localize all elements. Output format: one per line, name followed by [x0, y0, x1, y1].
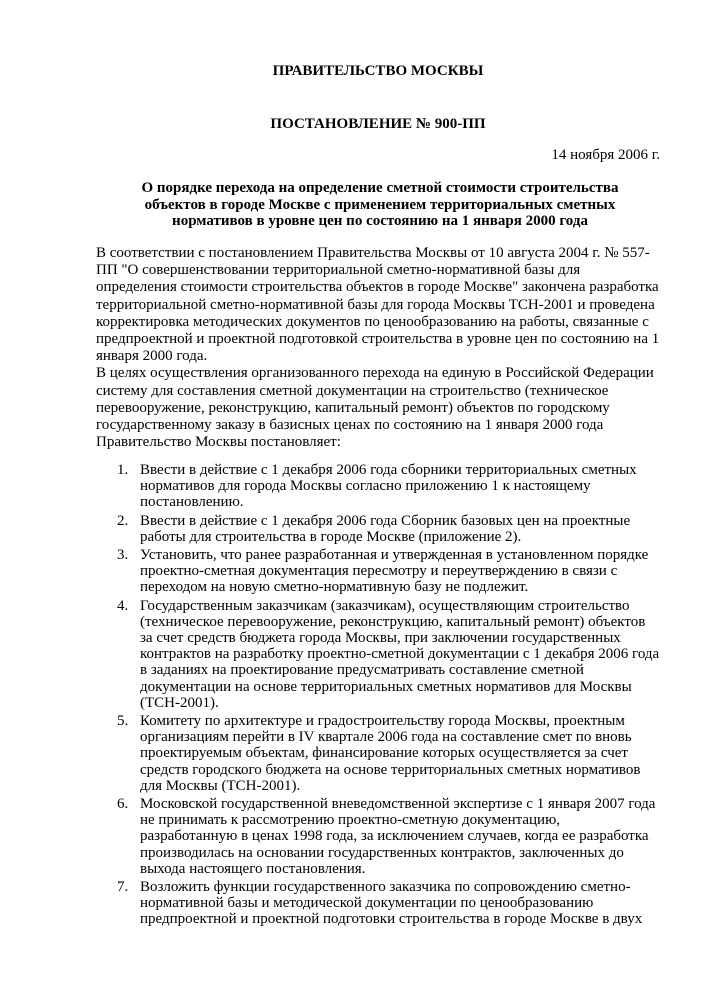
decree-subject [140, 180, 620, 230]
subject-line: О порядке перехода на определение сметной стоимости строительства [141, 180, 619, 196]
organization-heading: ПРАВИТЕЛЬСТВО МОСКВЫ [272, 63, 484, 79]
item-number: 2. [117, 512, 129, 529]
list-item [0, 598, 660, 711]
subject-line: нормативов в уровне цен по состоянию на 1 января 2000 года [172, 213, 588, 229]
list-item [0, 713, 660, 794]
item-text: Установить, что ранее разработанная и утвержденная в установленном порядке проектно-сметная документация пересмотру и переутверждению в связи с переходом на новую сметно-нормативную базу не подлежит. [140, 547, 649, 596]
item-number: 4. [117, 597, 129, 614]
item-number: 7. [117, 879, 129, 896]
item-text: Ввести в действие с 1 декабря 2006 года сборники территориальных сметных нормативов для города Москвы согласно приложению 1 к настоящему постановлению. [140, 462, 637, 511]
preamble-paragraph: В целях осуществления организованного перехода на единую в Российской Федерации систему для составления сметной документации на строительство (техническое перевооружение, реконструкцию, капитальный ремонт) объектов по городскому государственному заказу в базисных ценах по состоянию на 1 января 2000 года Правительство Москвы постановляет: [96, 365, 654, 451]
subject-line: объектов в городе Москве с применением территориальных сметных [144, 196, 616, 213]
decree-date: 14 ноября 2006 г. [551, 147, 660, 163]
list-item [0, 462, 660, 511]
list-item [0, 513, 660, 545]
item-text: Московской государственной вневедомственной экспертизе с 1 января 2007 года не принимать к рассмотрению проектно-сметную документацию, разработанную в ценах 1998 года, за исключением случаев, когда ее разработка производилась на основании государственных контрактов, заключенных до выхода настоящего постановления. [140, 796, 656, 877]
decree-items-list [0, 462, 704, 930]
preamble-paragraph: В соответствии с постановлением Правительства Москвы от 10 августа 2004 г. № 557-ПП "О совершенствовании территориальной сметно-нормативной базы для определения стоимости строительства объектов в городе Москве" закончена разработка территориальной сметно-нормативной базы для города Москвы ТСН-2001 и проведена корректировка методических документов по ценообразованию на работы, связанные с предпроектной и проектной подготовкой строительства в уровне цен по состоянию на 1 января 2000 года. [96, 245, 660, 365]
item-number: 6. [117, 796, 129, 813]
item-text: Комитету по архитектуре и градостроительству города Москвы, проектным организациям перейти в IV квартале 2006 года на составление смет по вновь проектируемым объектам, финансирование которых осуществляется за счет средств городского бюджета на основе территориальных сметных нормативов для Москвы (ТСН-2001). [140, 713, 641, 794]
preamble [96, 245, 662, 451]
list-item [0, 879, 660, 928]
decree-title: ПОСТАНОВЛЕНИЕ № 900-ПП [270, 116, 486, 132]
item-number: 3. [117, 547, 129, 564]
item-text: Государственным заказчикам (заказчикам), осуществляющим строительство (техническое перевооружение, реконструкцию, капитальный ремонт) объектов за счет средств бюджета города Москвы, при заключении государственных контрактов на разработку проектно-сметной документации с 1 декабря 2006 года в заданиях на проектирование предусматривать составление сметной документации на основе территориальных сметных нормативов для Москвы (ТСН-2001). [140, 597, 660, 711]
item-text: Возложить функции государственного заказчика по сопровождению сметно-нормативной базы и методической документации по ценообразованию предпроектной и проектной подготовки строительства в городе Москве в двух [140, 879, 643, 928]
item-text: Ввести в действие с 1 декабря 2006 года Сборник базовых цен на проектные работы для строительства в городе Москве (приложение 2). [140, 512, 631, 545]
list-item [0, 796, 660, 877]
item-number: 1. [117, 462, 129, 478]
list-item [0, 547, 660, 596]
item-number: 5. [117, 713, 129, 730]
